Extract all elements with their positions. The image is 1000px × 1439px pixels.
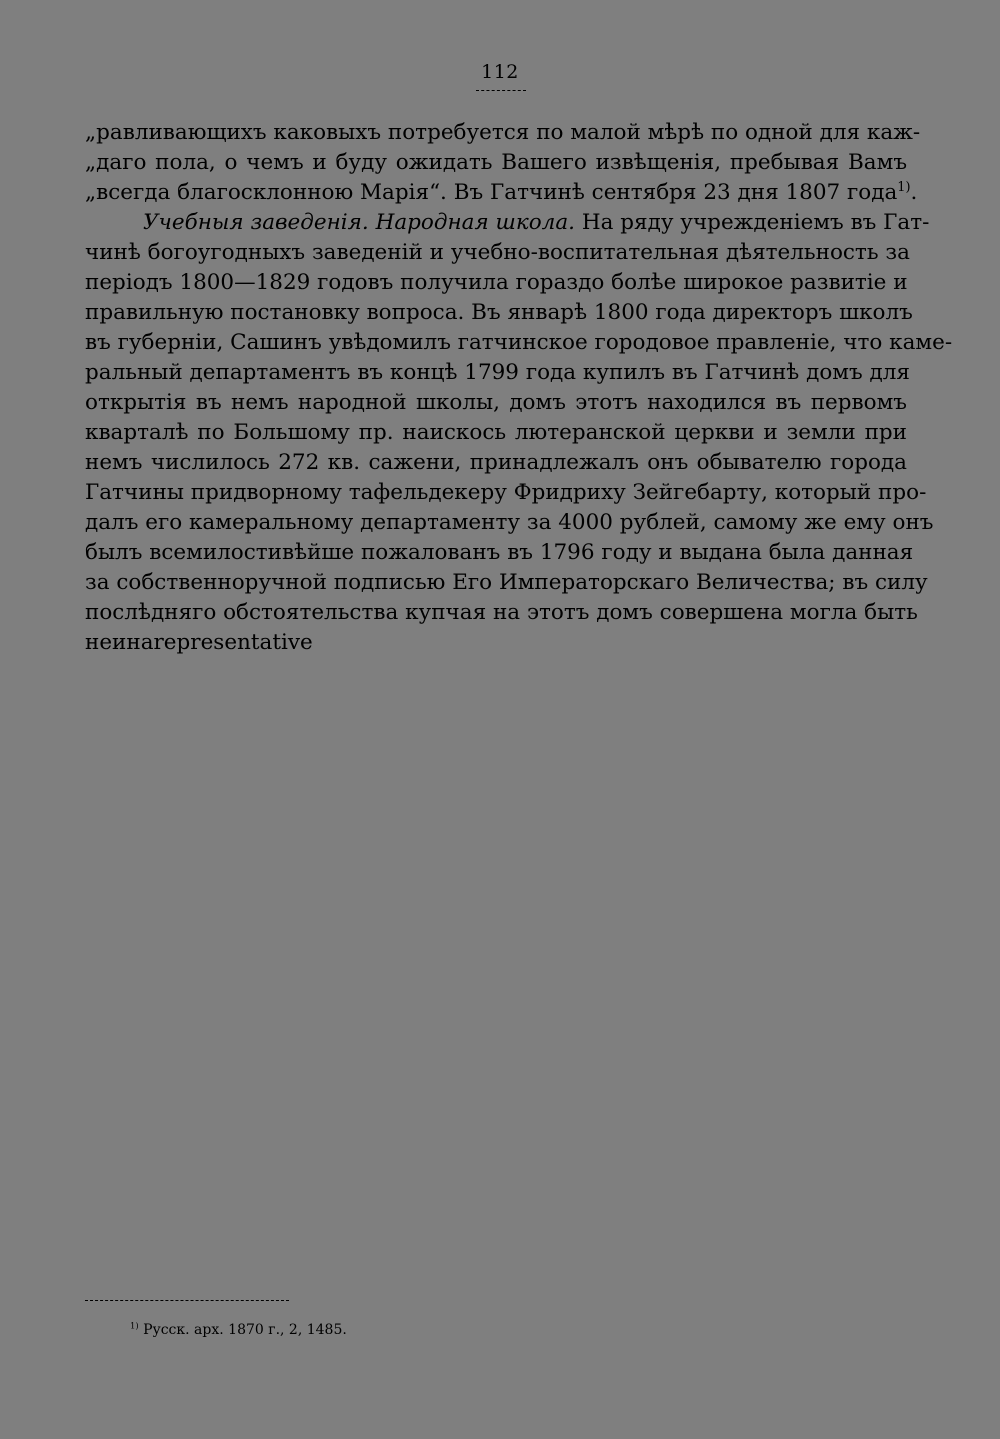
- text-line: „даго пола, о чемъ и буду ожидать Вашего извѣщенія, пребывая Вамъ: [85, 150, 907, 175]
- page-number: 112: [481, 61, 519, 83]
- text-line: правильную постановку вопроса. Въ январѣ 1800 года директоръ школъ: [85, 300, 913, 325]
- text-line: неинаrepresentative: [85, 630, 313, 655]
- text-line: немъ числилось 272 кв. сажени, принадлежалъ онъ обывателю города: [85, 450, 907, 475]
- footnote: [130, 1320, 347, 1340]
- text-line: былъ всемилостивѣйше пожалованъ въ 1796 году и выдана была данная: [85, 540, 914, 565]
- page-number-rule: [476, 90, 526, 91]
- text-line: далъ его камеральному департаменту за 4000 рублей, самому же ему онъ: [85, 510, 934, 535]
- text-line: Гатчины придворному тафельдекеру Фридриху Зейгебарту, который про-: [85, 480, 927, 505]
- text-line: за собственноручной подписью Его Императорскаго Величества; въ силу: [85, 570, 928, 595]
- text-line: [85, 178, 918, 208]
- text-line-closing: .: [910, 180, 918, 205]
- body-text: [85, 118, 953, 658]
- text-line: открытія въ немъ народной школы, домъ этотъ находился въ первомъ: [85, 390, 907, 415]
- footnote-marker: 1): [130, 1320, 139, 1331]
- footnote-text: Русск. арх. 1870 г., 2, 1485.: [143, 1322, 347, 1338]
- footnote-rule: [85, 1300, 289, 1301]
- text-line: въ губерніи, Сашинъ увѣдомилъ гатчинское городовое правленіе, что каме-: [85, 330, 953, 355]
- section-heading: Учебныя заведенія. Народная школа.: [143, 210, 576, 235]
- text-line-content: „всегда благосклонною Марія“. Въ Гатчинѣ сентября 23 дня 1807 года: [85, 180, 898, 205]
- paragraph-lines: [85, 238, 953, 658]
- text-line-content: На ряду учрежденіемъ въ Гат-: [581, 210, 930, 235]
- text-line: „равливающихъ каковыхъ потребуется по малой мѣрѣ по одной для каж-: [85, 120, 921, 145]
- text-line: ральный департаментъ въ концѣ 1799 года купилъ въ Гатчинѣ домъ для: [85, 360, 910, 385]
- text-line: кварталѣ по Большому пр. наискось лютеранской церкви и земли при: [85, 420, 907, 445]
- text-line: періодъ 1800—1829 годовъ получила гораздо болѣе широкое развитіе и: [85, 270, 908, 295]
- footnote-reference: 1): [897, 179, 911, 195]
- section-heading-line: [85, 208, 930, 238]
- text-line: послѣдняго обстоятельства купчая на этотъ домъ совершена могла быть: [85, 600, 918, 625]
- text-line: чинѣ богоугодныхъ заведеній и учебно-воспитательная дѣятельность за: [85, 240, 910, 265]
